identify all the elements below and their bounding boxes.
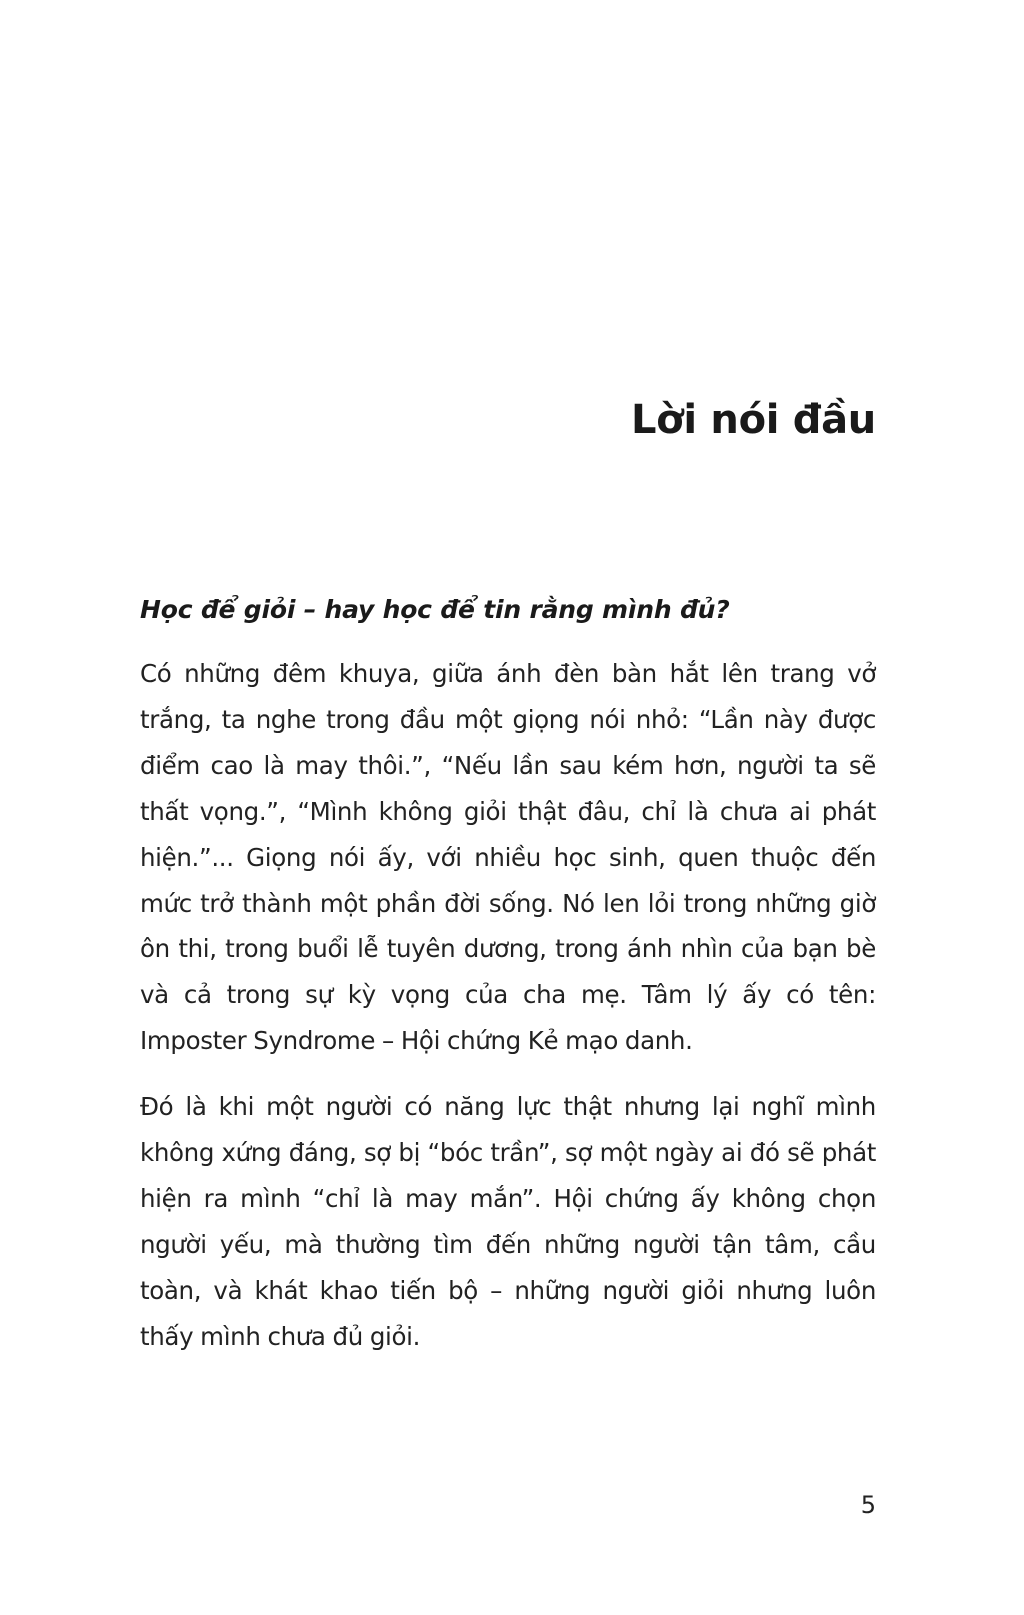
chapter-title: Lời nói đầu	[630, 397, 876, 443]
section-subheading: Học để giỏi – hay học để tin rằng mình đủ?	[140, 595, 730, 624]
page-content	[140, 590, 876, 1380]
paragraph-1: Có những đêm khuya, giữa ánh đèn bàn hắt lên trang vở trắng, ta nghe trong đầu một giọng nói nhỏ: “Lần này được điểm cao là may thôi.”, “Nếu lần sau kém hơn, người ta sẽ thất vọng.”, “Mình không giỏi thật đâu, chỉ là chưa ai phát hiện.”... Giọng nói ấy, với nhiều học sinh, quen thuộc đến mức trở thành một phần đời sống. Nó len lỏi trong những giờ ôn thi, trong buổi lễ tuyên dương, trong ánh nhìn của bạn bè và cả trong sự kỳ vọng của cha mẹ. Tâm lý ấy có tên: Imposter Syndrome – Hội chứng Kẻ mạo danh.	[140, 659, 876, 1056]
page-number: 5	[860, 1491, 876, 1519]
paragraph-2: Đó là khi một người có năng lực thật nhưng lại nghĩ mình không xứng đáng, sợ bị “bóc trần”, sợ một ngày ai đó sẽ phát hiện ra mình “chỉ là may mắn”. Hội chứng ấy không chọn người yếu, mà thường tìm đến những người tận tâm, cầu toàn, và khát khao tiến bộ – những người giỏi nhưng luôn thấy mình chưa đủ giỏi.	[140, 1092, 876, 1351]
